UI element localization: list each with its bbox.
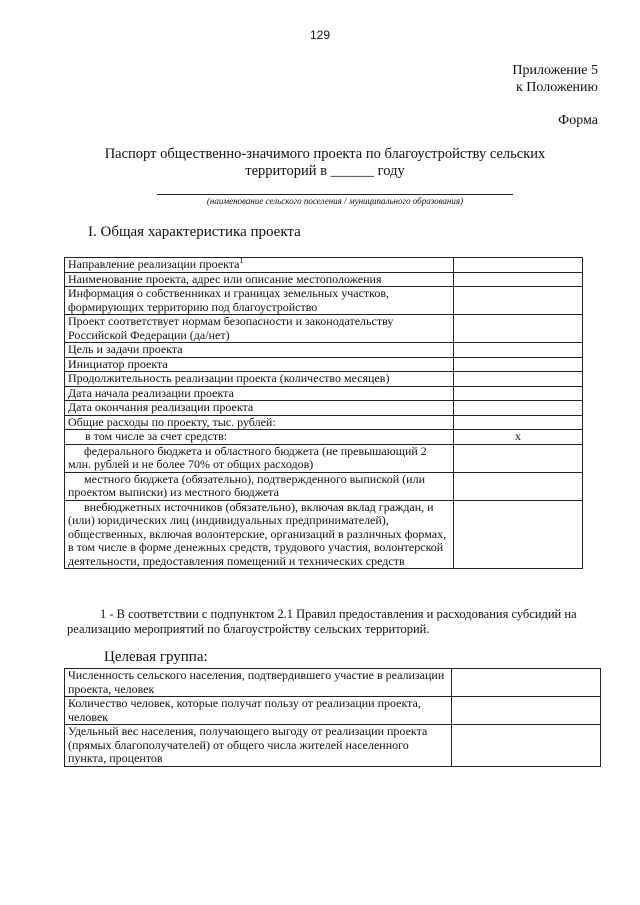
row-label: Инициатор проекта xyxy=(65,357,454,372)
row-value[interactable] xyxy=(454,472,583,500)
row-value[interactable] xyxy=(454,287,583,315)
target-group-table xyxy=(64,668,601,767)
row-value[interactable] xyxy=(454,315,583,343)
row-value[interactable] xyxy=(454,415,583,430)
row-label: в том числе за счет средств: xyxy=(65,430,454,445)
settlement-name-caption: (наименование сельского поселения / муниципального образования) xyxy=(206,196,464,206)
table-row xyxy=(65,372,583,387)
row-label: Информация о собственниках и границах земельных участков, формирующих территорию под благоустройство xyxy=(65,287,454,315)
row-value[interactable] xyxy=(454,258,583,273)
row-label: Общие расходы по проекту, тыс. рублей: xyxy=(65,415,454,430)
row-label: федерального бюджета и областного бюджета (не превышающий 2 млн. рублей и не более 70% от общих расходов) xyxy=(65,444,454,472)
table-row xyxy=(65,315,583,343)
row-value: х xyxy=(454,430,583,445)
appendix-reference xyxy=(512,62,598,96)
target-group-heading: Целевая группа: xyxy=(104,649,208,665)
table-row xyxy=(65,500,583,569)
title-line-1: Паспорт общественно-значимого проекта по благоустройству сельских xyxy=(104,146,546,162)
page-number: 129 xyxy=(309,28,331,42)
row-label: внебюджетных источников (обязательно), включая вклад граждан, и (или) юридических лиц (индивидуальных предпринимателей), общественных, включая волонтерские, организаций в различных формах, в том числе в форме денежных средств, трудового участия, волонтерской деятельности, предоставления помещений и технических средств xyxy=(65,500,454,569)
row-value[interactable] xyxy=(454,444,583,472)
footnote-marker: 1 xyxy=(239,256,244,265)
table-row xyxy=(65,401,583,416)
table-row xyxy=(65,444,583,472)
appendix-line-2: к Положению xyxy=(515,80,598,95)
table-row xyxy=(65,272,583,287)
row-label: Количество человек, которые получат пользу от реализации проекта, человек xyxy=(65,697,452,725)
row-label: Дата окончания реализации проекта xyxy=(65,401,454,416)
appendix-line-1: Приложение 5 xyxy=(512,63,598,78)
row-value[interactable] xyxy=(454,357,583,372)
row-label: Дата начала реализации проекта xyxy=(65,386,454,401)
document-title xyxy=(80,146,570,180)
form-label: Форма xyxy=(558,113,598,128)
row-label: Численность сельского населения, подтвердившего участие в реализации проекта, человек xyxy=(65,669,452,697)
row-label: Проект соответствует нормам безопасности и законодательству Российской Федерации (да/нет) xyxy=(65,315,454,343)
table-row xyxy=(65,725,601,767)
row-label: Продолжительность реализации проекта (количество месяцев) xyxy=(65,372,454,387)
table-row xyxy=(65,415,583,430)
table-row xyxy=(65,357,583,372)
row-value[interactable] xyxy=(452,669,601,697)
table-row xyxy=(65,669,601,697)
row-value[interactable] xyxy=(454,372,583,387)
title-line-2: территорий в ______ году xyxy=(245,163,405,179)
table-row xyxy=(65,287,583,315)
table-row xyxy=(65,343,583,358)
row-value[interactable] xyxy=(454,500,583,569)
table-row xyxy=(65,386,583,401)
row-label: местного бюджета (обязательно), подтвержденного выпиской (или проектом выписки) из местного бюджета xyxy=(65,472,454,500)
row-label: Направление реализации проекта$^1$ xyxy=(65,258,454,273)
table-row xyxy=(65,430,583,445)
table-row xyxy=(65,258,583,273)
row-label: Удельный вес населения, получающего выгоду от реализации проекта (прямых благополучателей) от общего числа жителей населенного пункта, процентов xyxy=(65,725,452,767)
section-heading: I. Общая характеристика проекта xyxy=(88,224,301,240)
project-characteristics-table xyxy=(64,257,583,569)
table-row xyxy=(65,697,601,725)
row-label: Наименование проекта, адрес или описание местоположения xyxy=(65,272,454,287)
table-row xyxy=(65,472,583,500)
settlement-name-line[interactable] xyxy=(157,194,513,195)
row-value[interactable] xyxy=(454,343,583,358)
row-value[interactable] xyxy=(454,401,583,416)
row-label: Цель и задачи проекта xyxy=(65,343,454,358)
row-value[interactable] xyxy=(454,272,583,287)
row-value[interactable] xyxy=(452,697,601,725)
row-value[interactable] xyxy=(452,725,601,767)
row-value[interactable] xyxy=(454,386,583,401)
footnote: 1 - В соответствии с подпунктом 2.1 Правил предоставления и расходования субсидий на реализацию мероприятий по благоустройству сельских территорий. xyxy=(67,607,577,636)
